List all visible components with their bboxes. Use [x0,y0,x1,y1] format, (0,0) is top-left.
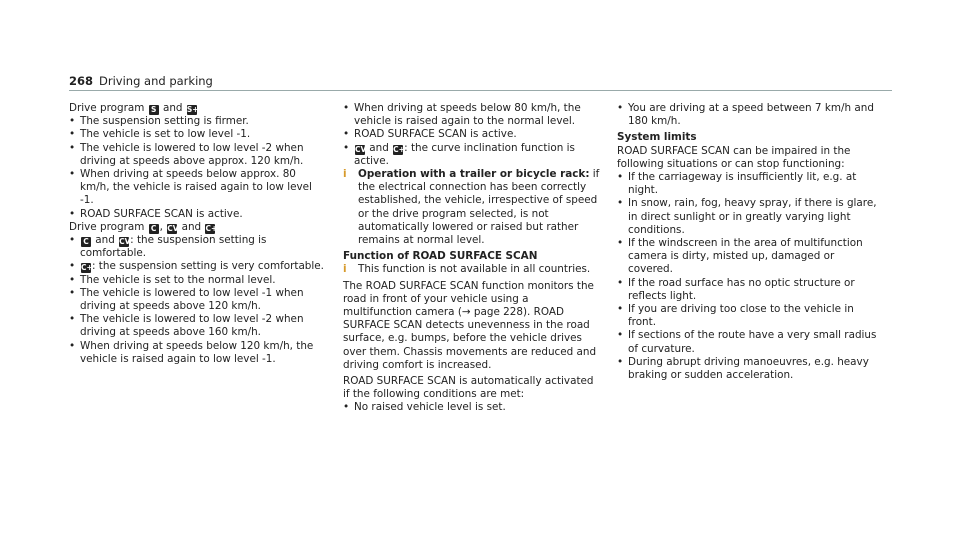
list-item: • If you are driving too close to the vehicle in front. [617,303,879,329]
list-item: • You are driving at a speed between 7 km/h and 180 km/h. [617,102,879,128]
list-item: • The vehicle is lowered to low level -1 when driving at speeds above 120 km/h. [69,287,324,313]
comfort-plus-key-icon: C+ [205,223,218,233]
sport-plus-key-icon: S+ [186,105,199,114]
trailer-note: i Operation with a trailer or bicycle rack: if the electrical connection has been correctly established, the vehicle, irrespective of speed or the drive program selected, is not automatically lowered or raised but rather remains at normal level. [343,168,600,247]
list-item: • When driving at speeds below 120 km/h, the vehicle is raised again to low level -1. [69,340,324,366]
column-2 [343,102,600,415]
list-item: • The vehicle is lowered to low level -2 when driving at speeds above approx. 120 km/h. [69,142,324,168]
curve-key-icon: CV [119,237,131,247]
list-item: • During abrupt driving manoeuvres, e.g. heavy braking or sudden acceleration. [617,356,879,382]
comfort-plus-key-icon: C+ [393,144,405,154]
page-header [69,74,213,88]
function-heading: Function of ROAD SURFACE SCAN [343,250,538,263]
list-item: • C+: the suspension setting is very comfortable. [69,260,324,273]
list-item: • If the carriageway is insufficiently lit, e.g. at night. [617,171,879,197]
availability-note: i This function is not available in all countries. [343,263,591,276]
list-item: • If the road surface has no optic structure or reflects light. [617,277,879,303]
activation-paragraph: ROAD SURFACE SCAN is automatically activated if the following conditions are met: [343,375,594,401]
column-3 [617,102,879,382]
limits-paragraph: ROAD SURFACE SCAN can be impaired in the following situations or can stop functioning: [617,144,851,170]
function-paragraph: The ROAD SURFACE SCAN function monitors the road in front of your vehicle using a multifunction camera (→ page 228). ROAD SURFACE SCAN detects unevenness in the road surface, e.g. bumps, before the vehicle drives over them. Chassis movements are reduced and driving comfort is increased. [343,279,597,371]
list-item: • CV and C+: the curve inclination function is active. [343,142,600,168]
list-item: • When driving at speeds below 80 km/h, the vehicle is raised again to the normal level. [343,102,600,128]
list-item: • The vehicle is lowered to low level -2 when driving at speeds above 160 km/h. [69,313,324,339]
list-item: • The vehicle is set to low level -1. [69,128,324,141]
list-item: • In snow, rain, fog, heavy spray, if there is glare, in direct sunlight or in greatly varying light conditions. [617,197,879,237]
list-item: • If sections of the route have a very small radius of curvature. [617,329,879,355]
comfort-plus-key-icon: C+ [81,263,93,273]
list-item: • The vehicle is set to the normal level. [69,274,324,287]
column-1 [69,102,324,366]
drive-program-s-line: Drive program S and S+ [69,102,199,114]
section-title: Driving and parking [99,74,213,88]
list-item: • If the windscreen in the area of multifunction camera is dirty, misted up, damaged or covered. [617,237,879,277]
curve-key-icon: CV [167,223,179,233]
sport-key-icon: S [149,105,159,115]
comfort-key-icon: C [81,237,91,247]
system-limits-heading: System limits [617,131,697,144]
info-icon: i [343,168,347,181]
list-item: • ROAD SURFACE SCAN is active. [343,128,600,141]
drive-program-c-line: Drive program C , CV and C+ [69,220,218,233]
note-title: Operation with a trailer or bicycle rack: [358,168,590,181]
list-item: • When driving at speeds below approx. 80 km/h, the vehicle is raised again to low level -1. [69,168,324,208]
list-item: • The suspension setting is firmer. [69,115,324,128]
curve-key-icon: CV [355,144,367,154]
list-item: • ROAD SURFACE SCAN is active. [69,208,324,221]
comfort-key-icon: C [149,224,159,234]
list-item: • C and CV: the suspension setting is comfortable. [69,234,324,260]
info-icon: i [343,263,347,276]
header-divider [69,90,892,91]
page-number: 268 [69,74,94,88]
list-item: • No raised vehicle level is set. [343,401,600,414]
